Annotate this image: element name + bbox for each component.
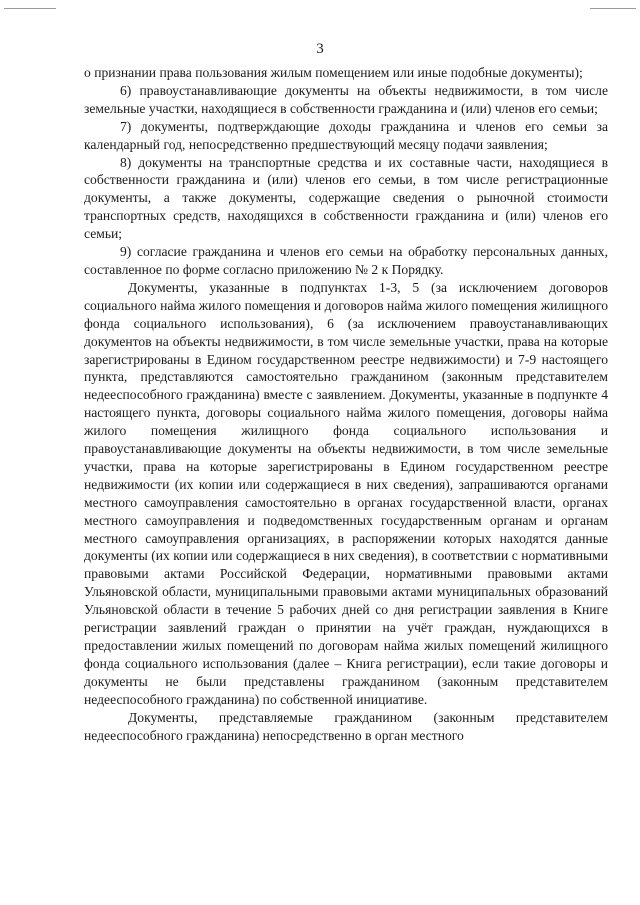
- list-item-6: 6) правоустанавливающие документы на объекты недвижимости, в том числе земельные участки, находящиеся в собственности гражданина и (или) членов его семьи;: [84, 82, 608, 116]
- scan-artifact-left: [4, 8, 56, 9]
- paragraph-continuation: о признании права пользования жилым помещением или иные подобные документы);: [84, 65, 583, 80]
- paragraph-documents-submitted: Документы, представляемые гражданином (законным представителем недееспособного гражданина) непосредственно в орган местного: [84, 709, 608, 743]
- list-item-9: 9) согласие гражданина и членов его семьи на обработку персональных данных, составленное по форме согласно приложению № 2 к Порядку.: [84, 244, 608, 277]
- page-number: 3: [316, 41, 324, 57]
- paragraph-documents-requested: Документы, указанные в подпунктах 1-3, 5 (за исключением договоров социального найма жилого помещения и договоров найма жилого помещения жилищного фонда социального использования), 6 (за исключением правоустанавливающих документов на объекты недвижимости, в том числе земельные участки, права на которые зарегистрированы в Едином государственном реестре недвижимости) и 7-9 настоящего пункта, представляются самостоятельно гражданином (законным представителем недееспособного гражданина) вместе с заявлением. Документы, указанные в подпункте 4 настоящего пункта, договоры социального найма жилого помещения, договоры найма жилого помещения жилищного фонда социального использования и правоустанавливающие документы на объекты недвижимости, в том числе земельные участки, права на которые зарегистрированы в Едином государственном реестре недвижимости (их копии или содержащиеся в них сведения), запрашиваются органами местного самоуправления самостоятельно в органах государственной власти, органах местного самоуправления и подведомственных государственным органам и органам местного самоуправления организациях, в распоряжении которых находятся данные документы (их копии или содержащиеся в них сведения), в соответствии с нормативными правовыми актами Российской Федерации, нормативными правовыми актами Ульяновской области, муниципальными правовыми актами муниципальных образований Ульяновской области в течение 5 рабочих дней со дня регистрации заявления в Книге регистрации заявлений граждан о принятии на учёт граждан, нуждающихся в предоставлении жилых помещений по договорам найма жилых помещений жилищного фонда социального использования (далее – Книга регистрации), если такие договоры и документы не были представлены гражданином (законным представителем недееспособного гражданина) по собственной инициативе.: [84, 279, 608, 707]
- list-item-7: 7) документы, подтверждающие доходы гражданина и членов его семьи за календарный год, непосредственно предшествующий месяцу подачи заявления;: [84, 118, 608, 152]
- scan-artifact-right: [590, 8, 636, 9]
- document-body: [84, 64, 608, 744]
- list-item-8: 8) документы на транспортные средства и их составные части, находящиеся в собственности гражданина и (или) членов его семьи, в том числе регистрационные документы, а также документы, содержащие сведения о рыночной стоимости транспортных средств, находящихся в собственности гражданина и (или) членов его семьи;: [84, 154, 608, 242]
